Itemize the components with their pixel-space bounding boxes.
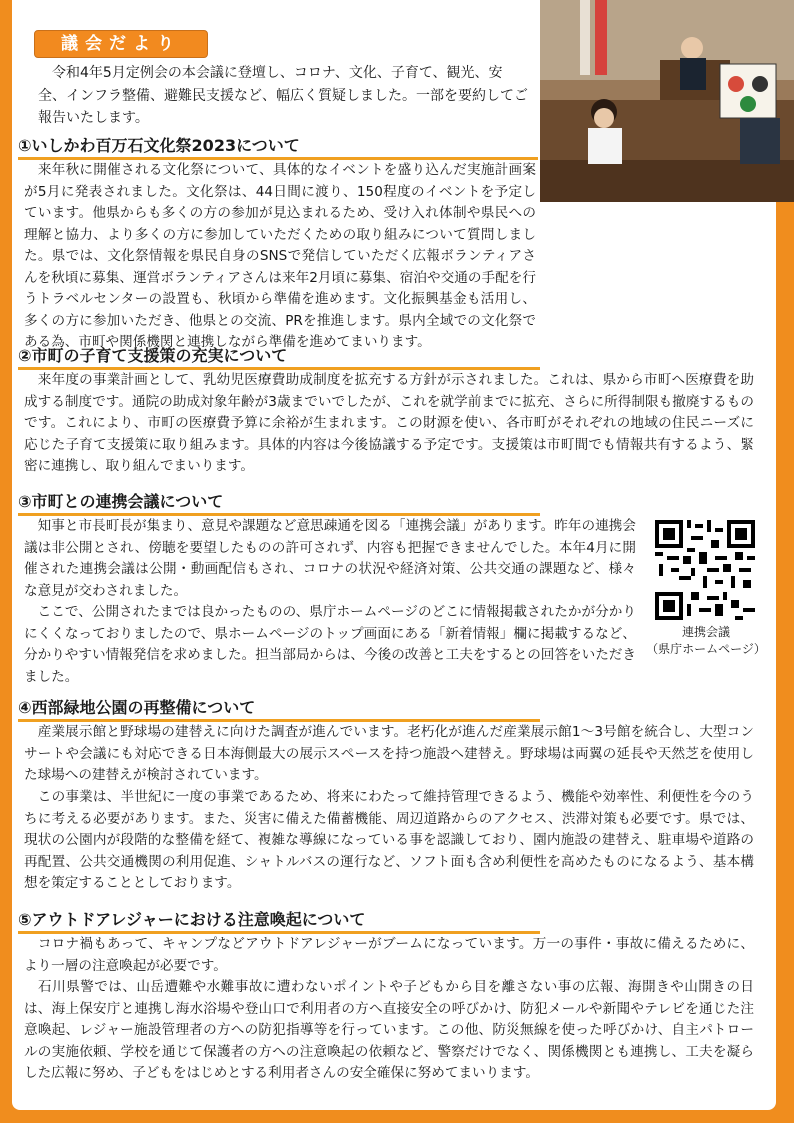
section-4-paragraph-1: 産業展示館と野球場の建替えに向けた調査が進んでいます。老朽化が進んだ産業展示館1～3号館を統合し、大型コンサートや会議にも対応できる日本海側最大の展示スペースを持つ施設へ建替え。野球場は両翼の延長や天然芝を使用した球場への建替えが検討されています。	[24, 724, 754, 783]
assembly-speaker-photo	[540, 0, 794, 202]
section-2-heading: ②市町の子育て支援策の充実について	[18, 346, 540, 370]
qr-code-graphic	[655, 520, 755, 620]
section-badge: 議会だより	[34, 30, 208, 58]
assembly-photo-illustration	[540, 0, 794, 202]
section-3-paragraph-1: 知事と市長町長が集まり、意見や課題など意思疎通を図る「連携会議」があります。昨年の連携会議は非公開とされ、傍聴を要望したものの許可されず、内容も把握できませんでした。本年4月に開催された連携会議は公開・動画配信もされ、コロナの状況や経済対策、公共交通の課題など、様々な意見が交わされました。	[24, 518, 636, 599]
qr-caption	[638, 624, 774, 658]
section-1-paragraph-a	[24, 160, 536, 354]
section-4-heading: ④西部緑地公園の再整備について	[18, 698, 540, 722]
section-4-paragraph-2: この事業は、半世紀に一度の事業であるため、将来にわたって維持管理できるよう、機能や効率性、利便性を今のうちに考える必要があります。また、災害に備えた備蓄機能、周辺道路からのアクセス、渋滞対策も必要です。県では、現状の公園内が段階的な整備を経て、複雑な導線になっている事を認識しており、園内施設の建替え、駐車場や道路の再配置、公共交通機関の利用促進、シャトルバスの運行など、ソフト面も含め利便性を高めたものになるよう、基本構想を策定することとしております。	[24, 789, 754, 891]
qr-caption-subtitle: （県庁ホームページ）	[646, 642, 766, 656]
section-1-text: 来年秋に開催される文化祭について、具体的なイベントを盛り込んだ実施計画案が5月に発表されました。文化祭は、44日間に渡り、150程度のイベントを予定しています。他県からも多くの方の参加が見込まれるため、受け入れ体制や県民への理解と協力、より多くの方に参加していただくための取り組みについて質問しました。県では、文化祭情報を県民自身のSNSで発信していただく広報ボランティアさんを秋頃に募集、運営ボランティアさんは来年2月頃に募集、宿泊や交通の手配を行うトラベルセンターの設置も、秋頃から準備を進めます。文化振興基金も活用し、多くの方に参加いただき、他県との交流、PRを推進します。県内全域での文化祭である為、市町や関係機関と連携しながら準備を進めてまいります。	[24, 162, 536, 350]
section-2-paragraph: 来年度の事業計画として、乳幼児医療費助成制度を拡充する方針が示されました。これは、県から市町へ医療費を助成する制度です。通院の助成対象年齢が3歳までいでしたが、これを就学前までに拡充、さらに所得制限も撤廃するものです。これにより、市町の医療費予算に余裕が生まれます。この財源を使い、各市町がそれぞれの地域の住民ニーズに応じた子育て支援策に取り組みます。具体的内容は今後協議する予定です。支援策は市町間でも情報共有するよう、緊密に連携し、取り組んでまいります。	[24, 372, 754, 474]
qr-code-icon[interactable]	[655, 520, 755, 620]
section-5-heading: ⑤アウトドアレジャーにおける注意喚起について	[18, 910, 540, 934]
section-3-heading: ③市町との連携会議について	[18, 492, 540, 516]
section-1-heading: ①いしかわ百万石文化祭2023について	[18, 136, 538, 160]
qr-caption-title: 連携会議	[681, 625, 730, 639]
section-5-paragraph-1: コロナ禍もあって、キャンプなどアウトドアレジャーがブームになっています。万一の事件・事故に備えるために、より一層の注意喚起が必要です。	[24, 936, 754, 974]
section-5-paragraph-2: 石川県警では、山岳遭難や水難事故に遭わないポイントや子どもから目を離さない事の広報、海開きや山開きの日は、海上保安庁と連携し海水浴場や登山口で利用者の方へ直接安全の呼びかけ、防犯メールや新聞やテレビを通じた注意喚起、レジャー施設管理者の方への防犯指導等を行っています。この他、防災無線を使った呼びかけ、自主パトロールの実施依頼、学校を通じて保護者の方への注意喚起の依頼など、警察だけでなく、関係機関とも連携し、工夫を凝らした広報に努め、子どもをはじめとする利用者さんの安全確保に努めてまいります。	[24, 979, 754, 1081]
intro-text: 令和4年5月定例会の本会議に登壇し、コロナ、文化、子育て、観光、安全、インフラ整備、避難民支援など、幅広く質疑しました。一部を要約してご報告いたします。	[38, 65, 528, 126]
section-3-paragraph-2: ここで、公開されたまでは良かったものの、県庁ホームページのどこに情報掲載されたかが分かりにくくなっておりましたので、県ホームページのトップ画面にある「新着情報」欄に掲載するなど、分かりやすい情報発信を求めました。担当部局からは、今後の改善と工夫をするとの回答をいただきました。	[24, 604, 636, 685]
